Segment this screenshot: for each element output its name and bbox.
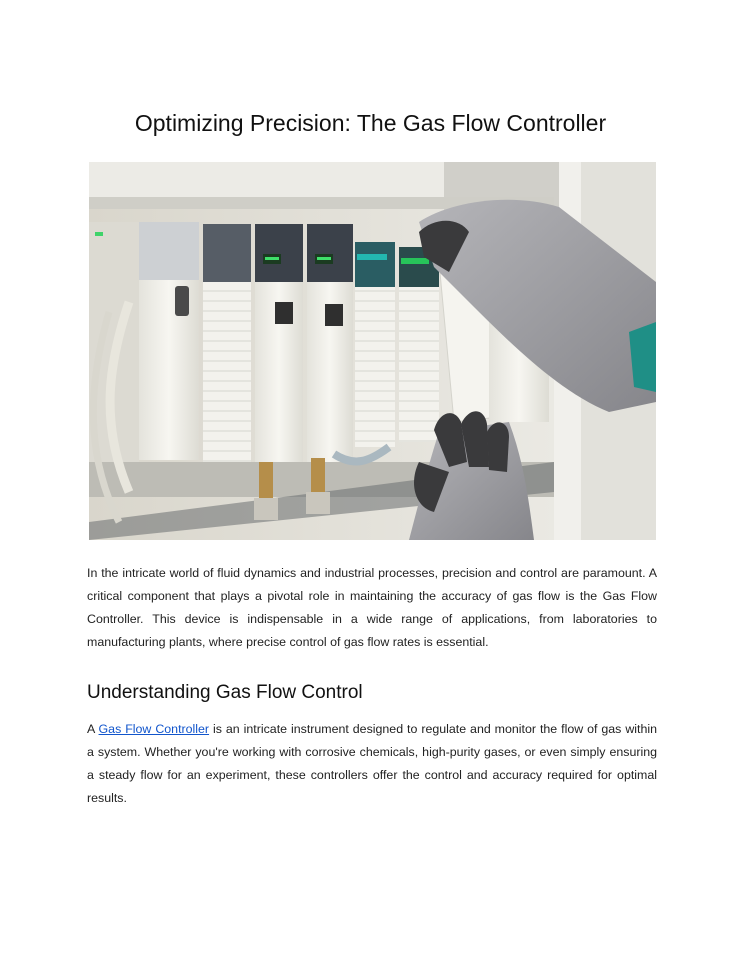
section-paragraph xyxy=(87,718,657,810)
section-heading: Understanding Gas Flow Control xyxy=(87,682,363,703)
intro-paragraph: In the intricate world of fluid dynamics and industrial processes, precision and control are paramount. A critical component that plays a pivotal role in maintaining the accuracy of gas flow is the Gas Flow Controller. This device is indispensable in a wide range of applications, from laboratories to manufacturing plants, where precise control of gas flow rates is essential. xyxy=(87,566,657,649)
hero-photo xyxy=(89,162,656,540)
section-paragraph-suffix: is an intricate instrument designed to regulate and monitor the flow of gas within a system. Whether you're working with corrosive chemicals, high-purity gases, or even simply ensuring a steady flow for an experiment, these controllers offer the control and accuracy required for optimal results. xyxy=(87,722,658,805)
page-title: Optimizing Precision: The Gas Flow Controller xyxy=(134,110,607,136)
gas-flow-controller-link[interactable]: Gas Flow Controller xyxy=(98,722,210,736)
plc-modules-photo xyxy=(89,162,656,540)
section-paragraph-prefix: A xyxy=(87,722,99,736)
